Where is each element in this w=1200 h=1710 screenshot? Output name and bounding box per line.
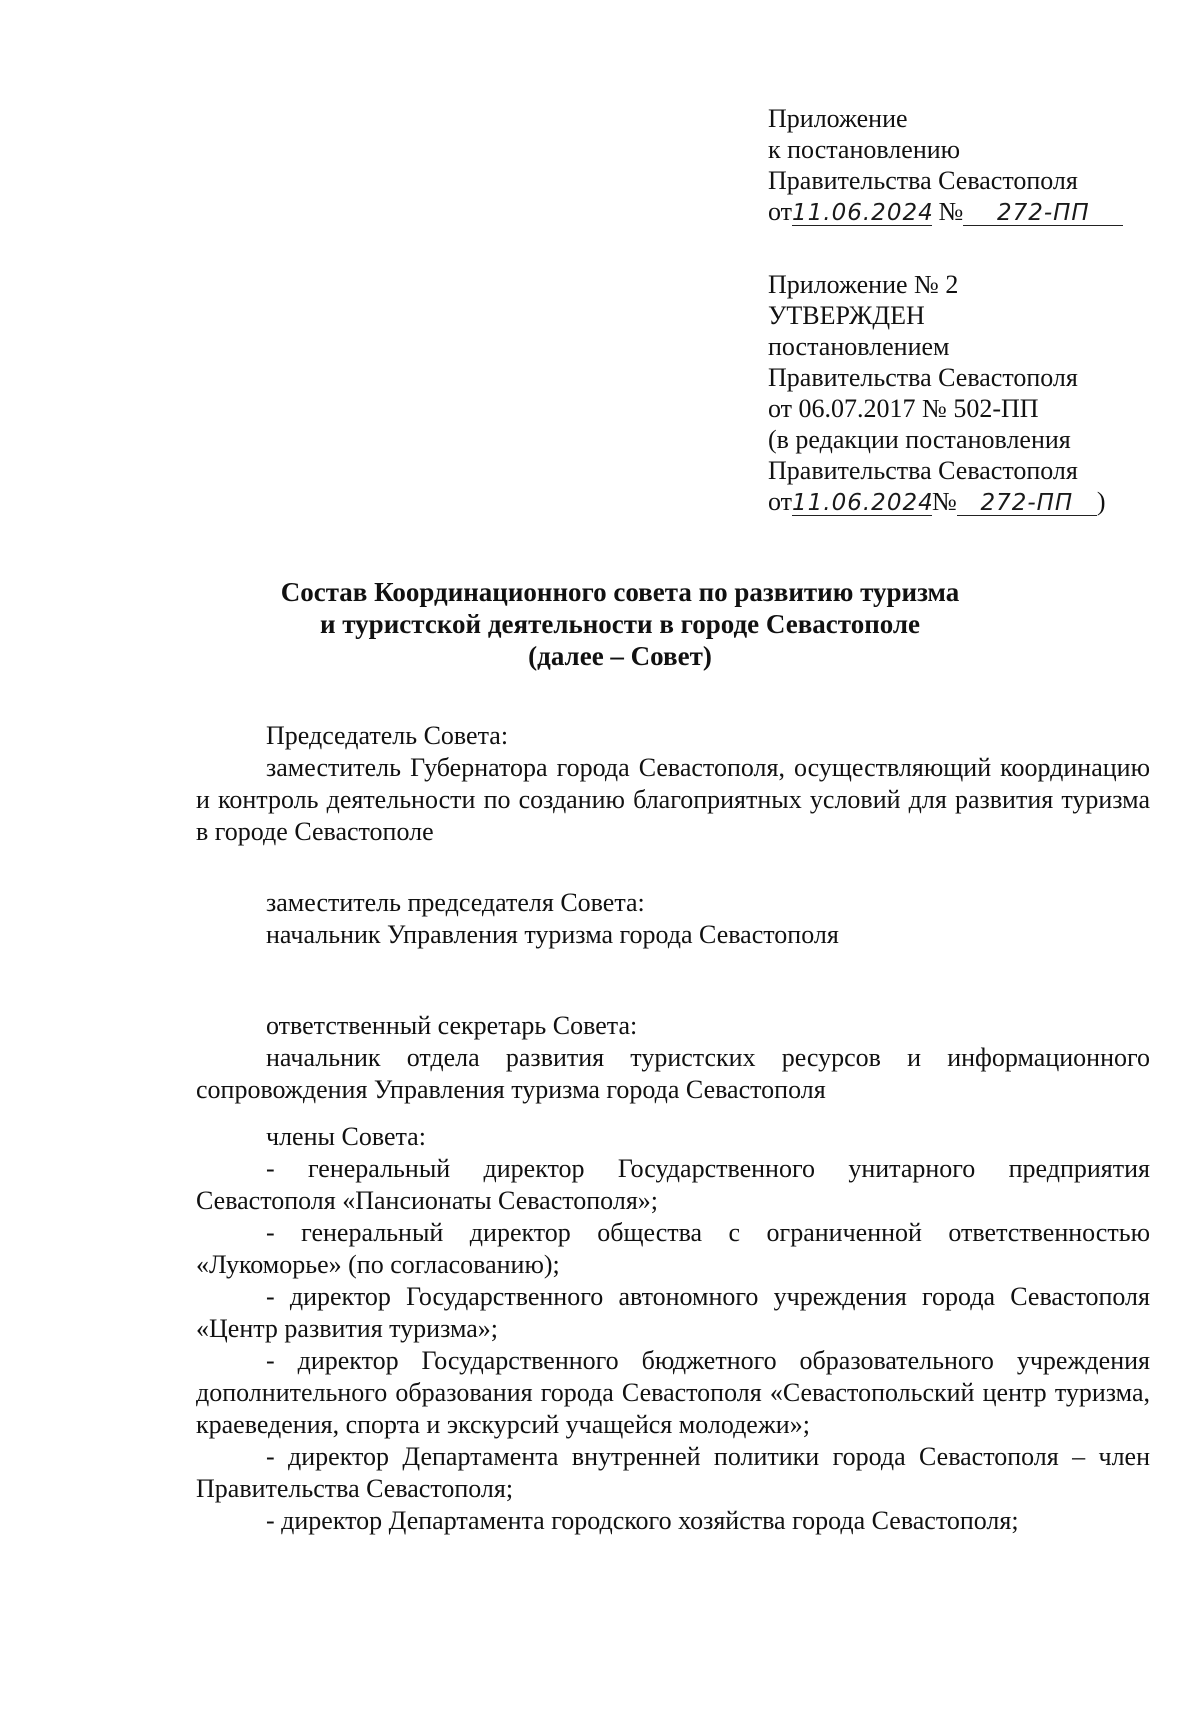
section-text: начальник отдела развития туристских ресурсов и информационного сопровождения Управления туризма города Севастополя: [196, 1043, 1150, 1104]
section-label: ответственный секретарь Совета:: [266, 1011, 638, 1040]
title-line: (далее – Совет): [528, 641, 712, 671]
annex-line: Правительства Севастополя: [768, 456, 1078, 485]
annex-line: от 06.07.2017 № 502-ПП: [768, 394, 1039, 423]
date-prefix: от: [768, 487, 793, 516]
handwritten-number: 272-ПП: [963, 201, 1123, 226]
annex-line: УТВЕРЖДЕН: [768, 301, 925, 330]
annex-header-second: [768, 269, 1106, 517]
member-item: - директор Государственного бюджетного образовательного учреждения дополнительного образования города Севастополя «Севастопольский центр туризма, краеведения, спорта и экскурсий учащейся молодежи»;: [196, 1346, 1150, 1439]
member-item: - директор Департамента городского хозяйства города Севастополя;: [266, 1506, 1019, 1535]
annex-line: постановлением: [768, 332, 950, 361]
title-line: и туристской деятельности в городе Севастополе: [319, 609, 921, 639]
section-label: Председатель Совета:: [266, 721, 509, 750]
annex-line: Приложение: [768, 104, 908, 133]
section-text: заместитель Губернатора города Севастополя, осуществляющий координацию и контроль деятельности по созданию благоприятных условий для развития туризма в городе Севастополе: [196, 753, 1150, 846]
deputy-section: [196, 887, 1150, 951]
chairman-section: [196, 720, 1150, 848]
handwritten-number: 272-ПП: [957, 491, 1097, 516]
title-line: Состав Координационного совета по развитию туризма: [280, 577, 960, 607]
secretary-section: [196, 1010, 1150, 1106]
member-item: - генеральный директор общества с ограниченной ответственностью «Лукоморье» (по согласованию);: [196, 1218, 1150, 1279]
section-label: члены Совета:: [266, 1122, 426, 1151]
member-item: - директор Департамента внутренней политики города Севастополя – член Правительства Севастополя;: [196, 1442, 1150, 1503]
annex-date-line: [768, 196, 1123, 227]
annex-header-top: [768, 103, 1123, 227]
date-prefix: от: [768, 197, 793, 226]
document-title: [170, 576, 1070, 672]
annex-date-line: [768, 486, 1106, 517]
handwritten-date: 11.06.2024: [792, 490, 934, 516]
number-prefix: №: [938, 197, 964, 226]
number-prefix: №: [932, 487, 957, 516]
annex-line: Правительства Севастополя: [768, 363, 1078, 392]
annex-line: (в редакции постановления: [768, 425, 1071, 454]
section-label: заместитель председателя Совета:: [266, 888, 645, 917]
annex-line: Приложение № 2: [768, 270, 959, 299]
section-text: начальник Управления туризма города Севастополя: [266, 920, 839, 949]
member-item: - директор Государственного автономного учреждения города Севастополя «Центр развития туризма»;: [196, 1282, 1150, 1343]
closing-paren: ): [1096, 487, 1106, 516]
handwritten-date: 11.06.2024: [792, 200, 934, 226]
member-item: - генеральный директор Государственного унитарного предприятия Севастополя «Пансионаты Севастополя»;: [196, 1154, 1150, 1215]
members-section: [196, 1121, 1150, 1537]
annex-line: Правительства Севастополя: [768, 166, 1078, 195]
annex-line: к постановлению: [768, 135, 961, 164]
